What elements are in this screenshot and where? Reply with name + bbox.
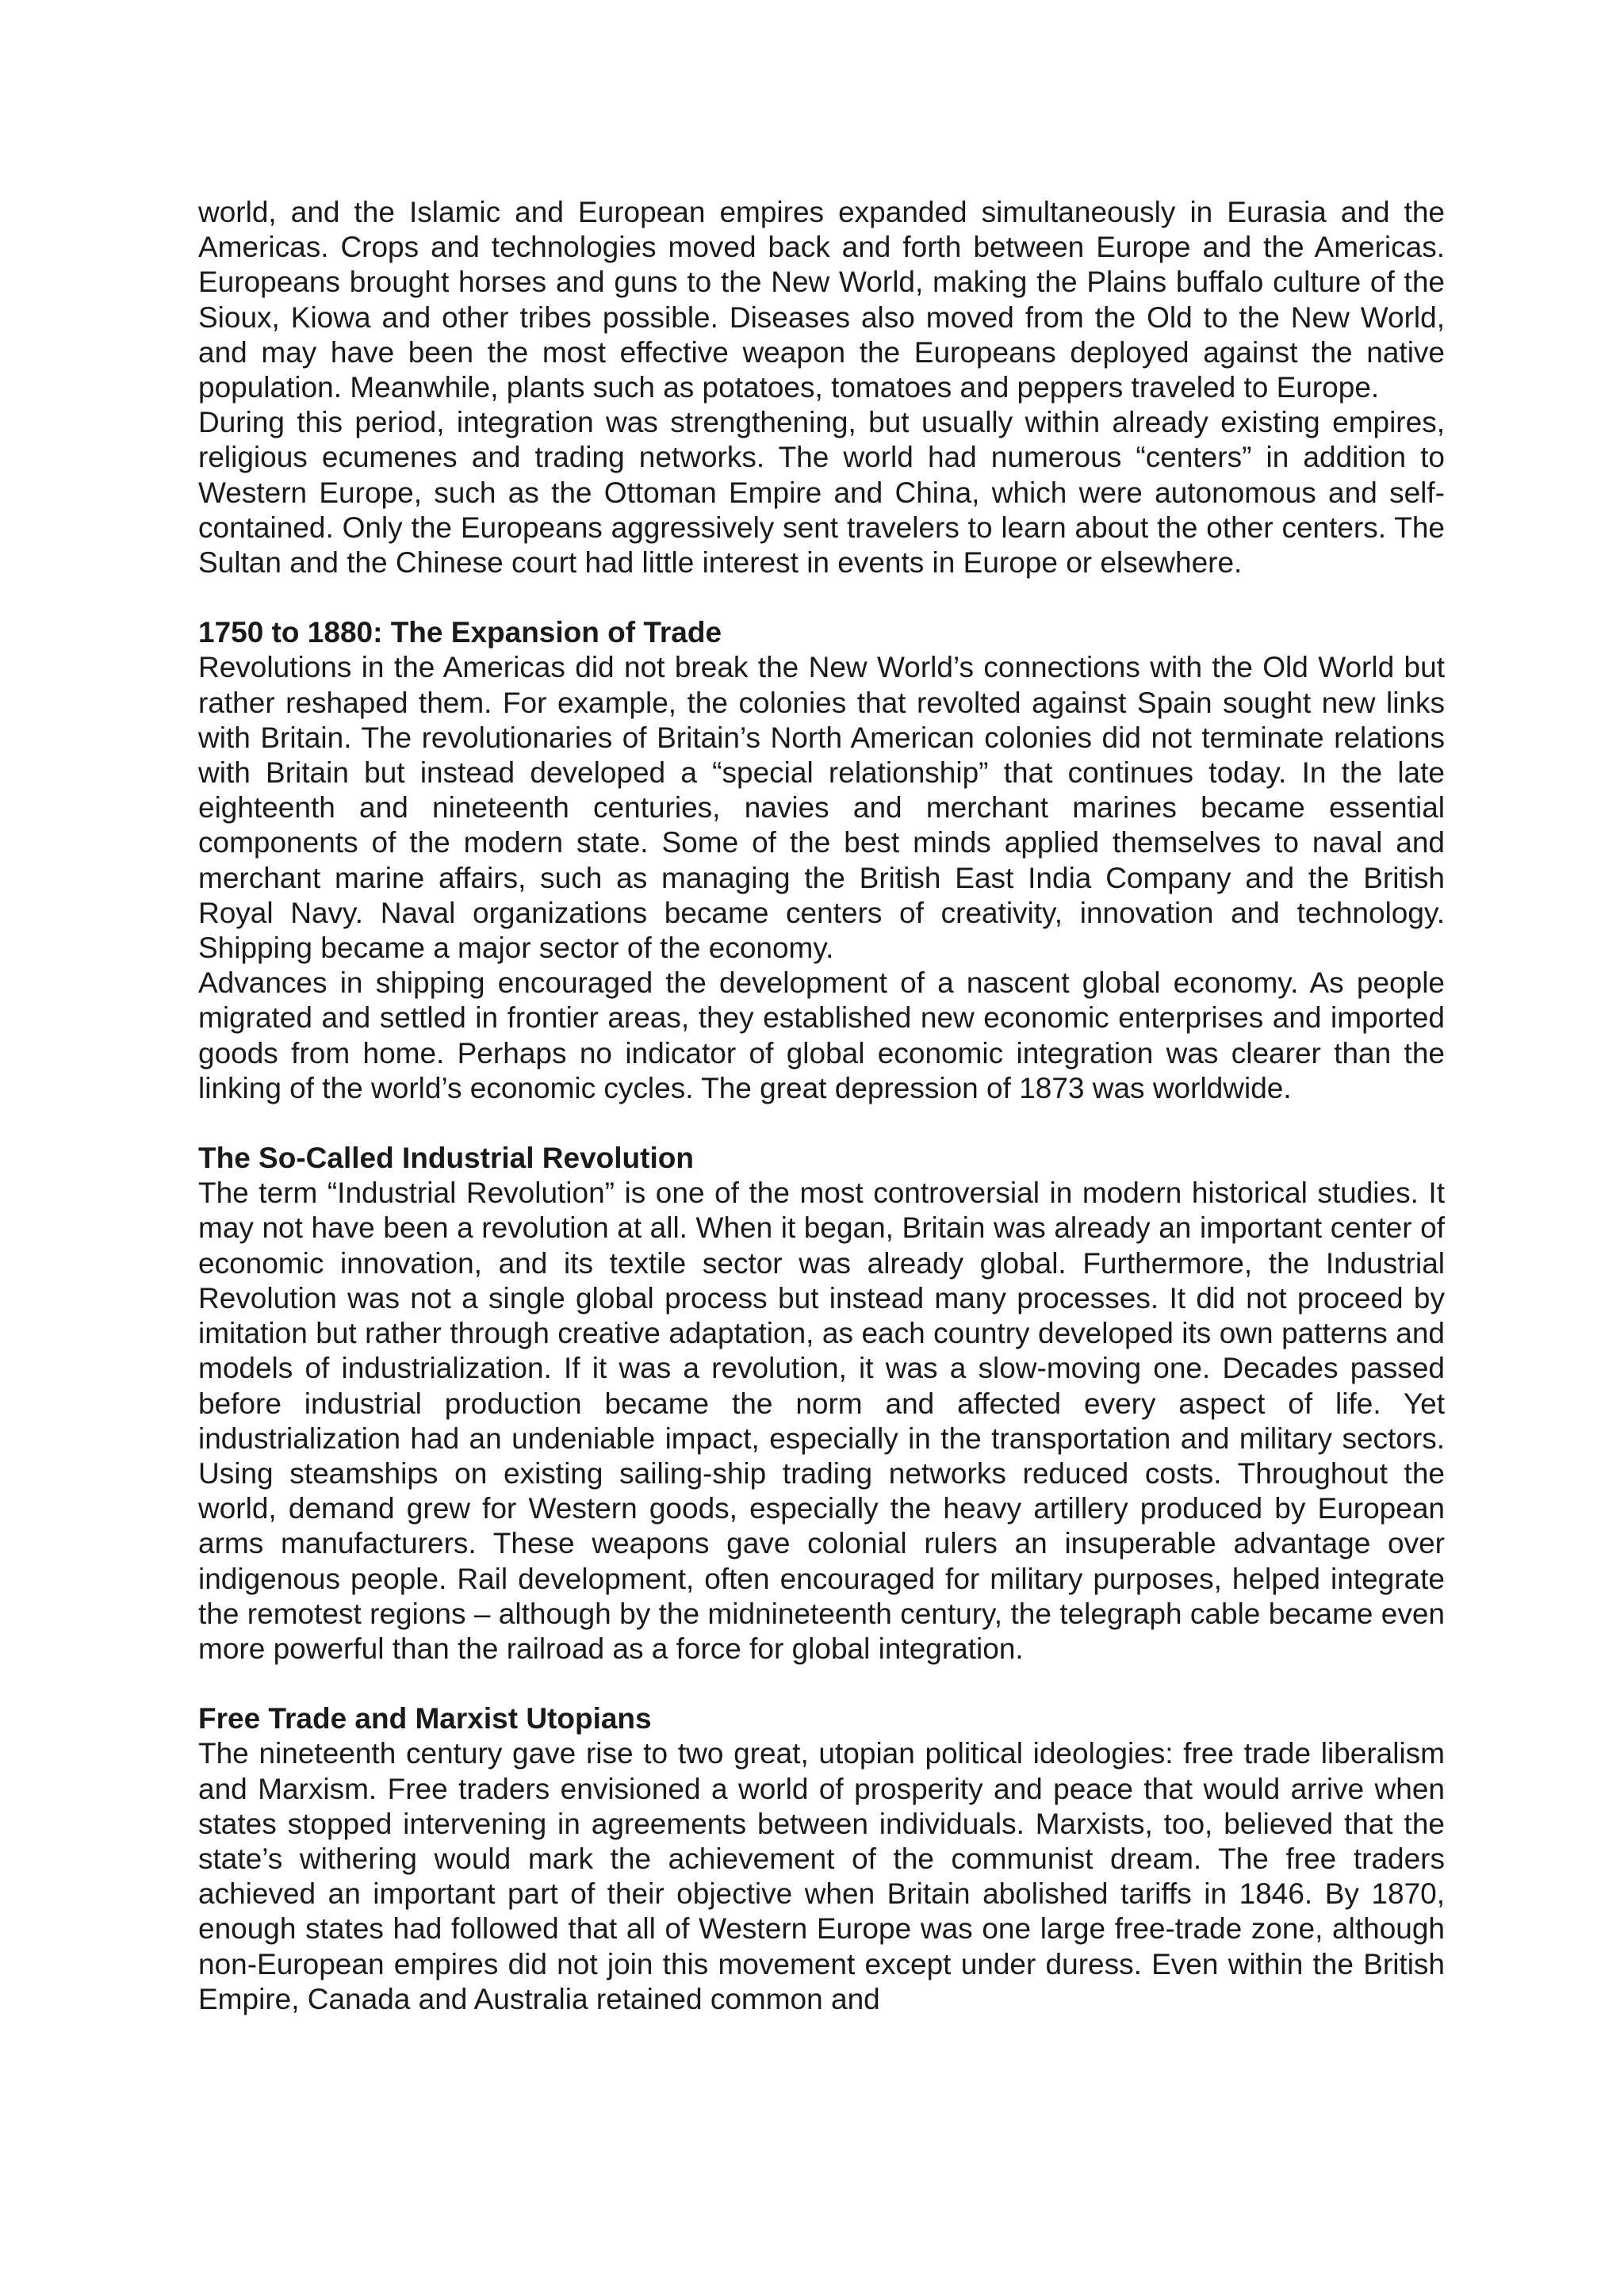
paragraph-intro-2: During this period, integration was strengthening, but usually within already existing empires, religious ecumenes and trading networks. The world had numerous “centers” in addition to Western Europe, such as the Ottoman Empire and China, which were autonomous and self-contained. Only the Europeans aggressively sent travelers to learn about the other centers. The Sultan and the Chinese court had little interest in events in Europe or elsewhere.	[198, 406, 1445, 580]
section-heading-free-trade-marxist: Free Trade and Marxist Utopians	[198, 1702, 652, 1735]
paragraph-free-trade-1: The nineteenth century gave rise to two great, utopian political ideologies: free trade liberalism and Marxism. Free traders envisioned a world of prosperity and peace that would arrive when states stopped intervening in agreements between individuals. Marxists, too, believed that the state’s withering would mark the achievement of the communist dream. The free traders achieved an important part of their objective when Britain abolished tariffs in 1846. By 1870, enough states had followed that all of Western Europe was one large free-trade zone, although non-European empires did not join this movement except under duress. Even within the British Empire, Canada and Australia retained common and	[198, 1737, 1445, 2015]
section-heading-expansion-of-trade: 1750 to 1880: The Expansion of Trade	[198, 616, 722, 649]
paragraph-industrial-1: The term “Industrial Revolution” is one of the most controversial in modern historical studies. It may not have been a revolution at all. When it began, Britain was already an important center of economic innovation, and its textile sector was already global. Furthermore, the Industrial Revolution was not a single global process but instead many processes. It did not proceed by imitation but rather through creative adaptation, as each country developed its own patterns and models of industrialization. If it was a revolution, it was a slow-moving one. Decades passed before industrial production became the norm and affected every aspect of life. Yet industrialization had an undeniable impact, especially in the transportation and military sectors. Using steamships on existing sailing-ship trading networks reduced costs. Throughout the world, demand grew for Western goods, especially the heavy artillery produced by European arms manufacturers. These weapons gave colonial rulers an insuperable advantage over indigenous people. Rail development, often encouraged for military purposes, helped integrate the remotest regions – although by the midnineteenth century, the telegraph cable became even more powerful than the railroad as a force for global integration.	[198, 1177, 1445, 1665]
section-heading-industrial-revolution: The So-Called Industrial Revolution	[198, 1142, 694, 1175]
document-page	[198, 195, 1445, 2017]
paragraph-trade-2: Advances in shipping encouraged the development of a nascent global economy. As people migrated and settled in frontier areas, they established new economic enterprises and imported goods from home. Perhaps no indicator of global economic integration was clearer than the linking of the world’s economic cycles. The great depression of 1873 was worldwide.	[198, 966, 1445, 1104]
paragraph-intro-1: world, and the Islamic and European empires expanded simultaneously in Eurasia and the Americas. Crops and technologies moved back and forth between Europe and the Americas. Europeans brought horses and guns to the New World, making the Plains buffalo culture of the Sioux, Kiowa and other tribes possible. Diseases also moved from the Old to the New World, and may have been the most effective weapon the Europeans deployed against the native population. Meanwhile, plants such as potatoes, tomatoes and peppers traveled to Europe.	[198, 196, 1445, 404]
paragraph-trade-1: Revolutions in the Americas did not break the New World’s connections with the Old World but rather reshaped them. For example, the colonies that revolted against Spain sought new links with Britain. The revolutionaries of Britain’s North American colonies did not terminate relations with Britain but instead developed a “special relationship” that continues today. In the late eighteenth and nineteenth centuries, navies and merchant marines became essential components of the modern state. Some of the best minds applied themselves to naval and merchant marine affairs, such as managing the British East India Company and the British Royal Navy. Naval organizations became centers of creativity, innovation and technology. Shipping became a major sector of the economy.	[198, 651, 1445, 965]
